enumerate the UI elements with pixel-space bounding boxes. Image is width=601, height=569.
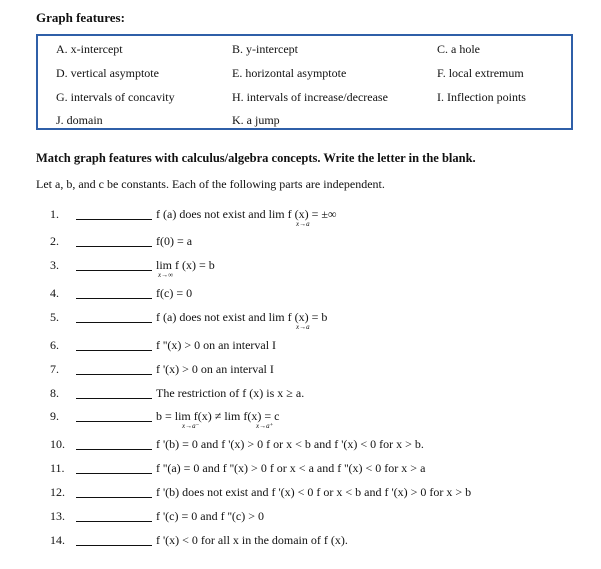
list-item	[0, 409, 601, 429]
list-item	[0, 234, 601, 254]
item-text: f '(b) = 0 and f '(x) > 0 f or x < b and f '(x) < 0 for x > b.	[156, 437, 424, 451]
feature-k: K. a jump	[232, 113, 280, 127]
item-text: lim f (x) = b	[156, 258, 215, 272]
list-item	[0, 386, 601, 406]
item-text: f (a) does not exist and lim f (x) = ±∞	[156, 207, 337, 221]
answer-blank[interactable]	[76, 298, 152, 299]
limit-subscript: x→a⁺	[256, 422, 274, 430]
constants-note: Let a, b, and c be constants. Each of the following parts are independent.	[36, 177, 385, 191]
item-text: f ''(a) = 0 and f ''(x) > 0 f or x < a and f ''(x) < 0 for x > a	[156, 461, 426, 475]
answer-blank[interactable]	[76, 246, 152, 247]
feature-i: I. Inflection points	[437, 90, 526, 104]
answer-blank[interactable]	[76, 497, 152, 498]
feature-d: D. vertical asymptote	[56, 66, 159, 80]
feature-h: H. intervals of increase/decrease	[232, 90, 388, 104]
feature-e: E. horizontal asymptote	[232, 66, 347, 80]
item-text: f(0) = a	[156, 234, 193, 248]
limit-subscript: x→a	[296, 323, 310, 331]
feature-c: C. a hole	[437, 42, 480, 56]
item-number: 7.	[50, 362, 59, 376]
item-number: 14.	[50, 533, 65, 547]
item-text: b = lim f(x) ≠ lim f(x) = c	[156, 409, 280, 423]
list-item	[0, 461, 601, 481]
feature-g: G. intervals of concavity	[56, 90, 175, 104]
list-item	[0, 533, 601, 553]
answer-blank[interactable]	[76, 270, 152, 271]
feature-j: J. domain	[56, 113, 103, 127]
item-text: The restriction of f (x) is x ≥ a.	[156, 386, 305, 400]
list-item	[0, 509, 601, 529]
item-number: 2.	[50, 234, 59, 248]
page-heading: Graph features:	[36, 10, 125, 25]
list-item	[0, 258, 601, 278]
feature-f: F. local extremum	[437, 66, 524, 80]
instruction-text: Match graph features with calculus/algebra concepts. Write the letter in the blank.	[36, 151, 476, 165]
answer-blank[interactable]	[76, 521, 152, 522]
item-text: f '(c) = 0 and f ''(c) > 0	[156, 509, 264, 523]
feature-b: B. y-intercept	[232, 42, 298, 56]
item-number: 9.	[50, 409, 59, 423]
item-number: 10.	[50, 437, 65, 451]
item-number: 11.	[50, 461, 65, 475]
list-item	[0, 338, 601, 358]
feature-a: A. x-intercept	[56, 42, 123, 56]
answer-blank[interactable]	[76, 322, 152, 323]
item-number: 6.	[50, 338, 59, 352]
list-item	[0, 485, 601, 505]
list-item	[0, 362, 601, 382]
limit-subscript: x→a	[296, 220, 310, 228]
item-number: 8.	[50, 386, 59, 400]
list-item	[0, 310, 601, 330]
item-number: 13.	[50, 509, 65, 523]
answer-blank[interactable]	[76, 219, 152, 220]
item-number: 4.	[50, 286, 59, 300]
item-number: 1.	[50, 207, 59, 221]
item-number: 3.	[50, 258, 59, 272]
list-item	[0, 286, 601, 306]
item-text: f ''(x) > 0 on an interval I	[156, 338, 277, 352]
item-text: f '(b) does not exist and f '(x) < 0 f or x < b and f '(x) > 0 for x > b	[156, 485, 472, 499]
item-number: 12.	[50, 485, 65, 499]
answer-blank[interactable]	[76, 374, 152, 375]
limit-subscript: x→∞	[158, 271, 174, 279]
answer-blank[interactable]	[76, 421, 152, 422]
answer-blank[interactable]	[76, 398, 152, 399]
item-text: f '(x) < 0 for all x in the domain of f (x).	[156, 533, 348, 547]
answer-blank[interactable]	[76, 449, 152, 450]
item-number: 5.	[50, 310, 59, 324]
answer-blank[interactable]	[76, 350, 152, 351]
item-text: f '(x) > 0 on an interval I	[156, 362, 274, 376]
list-item	[0, 207, 601, 227]
item-text: f(c) = 0	[156, 286, 193, 300]
answer-blank[interactable]	[76, 545, 152, 546]
answer-blank[interactable]	[76, 473, 152, 474]
item-text: f (a) does not exist and lim f (x) = b	[156, 310, 328, 324]
limit-subscript: x→a⁻	[182, 422, 200, 430]
list-item	[0, 437, 601, 457]
